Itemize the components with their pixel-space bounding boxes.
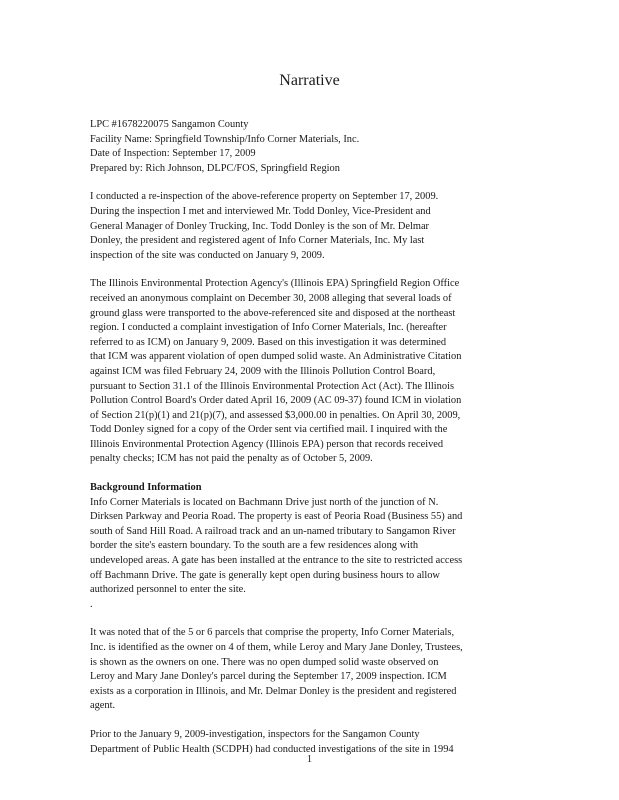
text-line: The Illinois Environmental Protection Agency's (Illinois EPA) Springfield Region Office: [90, 278, 460, 290]
paragraph-parcels: [90, 626, 535, 714]
header-line-facility: Facility Name: Springfield Township/Info Corner Materials, Inc.: [90, 133, 360, 145]
text-line: ground glass were transported to the above-referenced site and disposed at the northeast: [90, 307, 456, 319]
text-line: Leroy and Mary Jane Donley's parcel during the September 17, 2009 inspection. ICM: [90, 671, 447, 683]
text-line: is shown as the owners on one. There was no open dumped solid waste observed on: [90, 656, 439, 668]
document-body: [90, 118, 535, 771]
text-line: south of Sand Hill Road. A railroad track and an un-named tributary to Sangamon River: [90, 525, 456, 537]
text-line: penalty checks; ICM has not paid the penalty as of October 5, 2009.: [90, 453, 373, 465]
paragraph-reinspection: [90, 190, 535, 263]
text-line: authorized personnel to enter the site.: [90, 584, 246, 596]
text-line: inspection of the site was conducted on January 9, 2009.: [90, 249, 325, 261]
text-line: During the inspection I met and interviewed Mr. Todd Donley, Vice-President and: [90, 205, 431, 217]
text-line: Todd Donley signed for a copy of the Order sent via certified mail. I inquired with the: [90, 424, 448, 436]
text-line: Info Corner Materials is located on Bachmann Drive just north of the junction of N.: [90, 496, 439, 508]
text-line: that ICM was apparent violation of open dumped solid waste. An Administrative Citation: [90, 351, 462, 363]
header-line-prepared-by: Prepared by: Rich Johnson, DLPC/FOS, Springfield Region: [90, 162, 340, 174]
text-line: It was noted that of the 5 or 6 parcels that comprise the property, Info Corner Materials,: [90, 627, 455, 639]
text-line: agent.: [90, 700, 116, 712]
header-line-lpc: LPC #1678220075 Sangamon County: [90, 119, 249, 130]
text-line: Donley, the president and registered agent of Info Corner Materials, Inc. My last: [90, 235, 425, 247]
header-line-date: Date of Inspection: September 17, 2009: [90, 148, 256, 160]
text-line: region. I conducted a complaint investigation of Info Corner Materials, Inc. (hereafter: [90, 322, 447, 334]
text-line: Department of Public Health (SCDPH) had conducted investigations of the site in 1994: [90, 743, 454, 755]
paragraph-complaint-history: [90, 277, 535, 467]
text-line: undeveloped areas. A gate has been installed at the entrance to the site to restricted access: [90, 555, 463, 567]
text-line: Pollution Control Board's Order dated April 16, 2009 (AC 09-37) found ICM in violation: [90, 395, 462, 407]
paragraph-prior-investigations: [90, 728, 535, 757]
section-heading-background: Background Information: [90, 482, 202, 494]
page-number: 1: [306, 754, 313, 765]
text-line: exists as a corporation in Illinois, and Mr. Delmar Donley is the president and registered: [90, 685, 457, 697]
section-background: [90, 481, 535, 612]
report-header: [90, 118, 535, 176]
page-title: Narrative: [279, 72, 340, 89]
text-line: Illinois Environmental Protection Agency (Illinois EPA) person that records received: [90, 438, 444, 450]
text-line: General Manager of Donley Trucking, Inc. Todd Donley is the son of Mr. Delmar: [90, 220, 430, 232]
text-line: I conducted a re-inspection of the above-reference property on September 17, 2009.: [90, 191, 439, 203]
text-line: Prior to the January 9, 2009-investigation, inspectors for the Sangamon County: [90, 728, 420, 740]
text-line: of Section 21(p)(1) and 21(p)(7), and assessed $3,000.00 in penalties. On April 30, 2009,: [90, 409, 461, 421]
text-line: received an anonymous complaint on December 30, 2008 alleging that several loads of: [90, 292, 452, 304]
stray-mark: .: [90, 598, 93, 610]
text-line: Dirksen Parkway and Peoria Road. The property is east of Peoria Road (Business 55) and: [90, 511, 463, 523]
text-line: Inc. is identified as the owner on 4 of them, while Leroy and Mary Jane Donley, Trustees,: [90, 642, 463, 653]
text-line: border the site's eastern boundary. To the south are a few residences along with: [90, 540, 419, 552]
text-line: pursuant to Section 31.1 of the Illinois Environmental Protection Act (Act). The Illinois: [90, 380, 454, 392]
text-line: off Bachmann Drive. The gate is generally kept open during business hours to allow: [90, 569, 440, 581]
text-line: referred to as ICM) on January 9, 2009. Based on this investigation it was determined: [90, 336, 447, 348]
text-line: against ICM was filed February 24, 2009 with the Illinois Pollution Control Board,: [90, 365, 436, 377]
